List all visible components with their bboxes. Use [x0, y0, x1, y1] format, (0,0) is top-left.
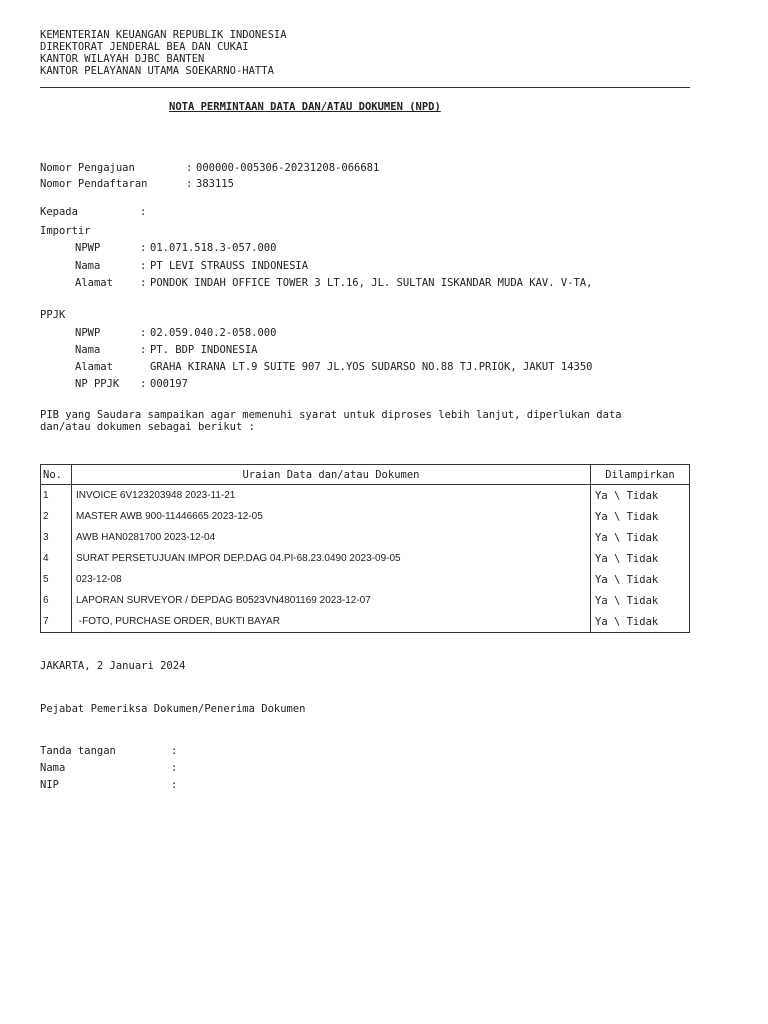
colon: :: [140, 277, 147, 289]
colon: :: [140, 260, 147, 272]
colon: :: [171, 779, 178, 791]
row-attached: Ya \ Tidak: [591, 548, 690, 569]
importir-alamat-value: PONDOK INDAH OFFICE TOWER 3 LT.16, JL. SULTAN ISKANDAR MUDA KAV. V-TA,: [150, 277, 593, 289]
ppjk-nama-label: Nama: [75, 344, 101, 356]
column-header-no: No.: [41, 465, 72, 485]
documents-table: [40, 464, 690, 633]
colon: :: [186, 178, 193, 190]
importir-alamat-label: Alamat: [75, 277, 113, 289]
ppjk-npwp-label: NPWP: [75, 327, 101, 339]
table-header-row: [41, 465, 690, 485]
row-description: -FOTO, PURCHASE ORDER, BUKTI BAYAR: [72, 611, 591, 633]
ppjk-alamat-label: Alamat: [75, 361, 113, 373]
table-row: [41, 485, 690, 507]
ppjk-np-label: NP PPJK: [75, 378, 120, 390]
signature-label: Tanda tangan: [40, 745, 116, 757]
table-row: [41, 548, 690, 569]
ppjk-npwp-value: 02.059.040.2-058.000: [150, 327, 277, 339]
importir-heading: Importir: [40, 225, 91, 237]
table-row: [41, 611, 690, 633]
service-office: KANTOR PELAYANAN UTAMA SOEKARNO-HATTA: [40, 65, 274, 77]
row-description: 023-12-08: [72, 569, 591, 590]
table-row: [41, 590, 690, 611]
row-number: 5: [41, 569, 72, 590]
signer-name-label: Nama: [40, 762, 66, 774]
row-description: LAPORAN SURVEYOR / DEPDAG B0523VN4801169 2023-12-07: [72, 590, 591, 611]
colon: :: [140, 206, 147, 218]
importir-npwp-label: NPWP: [75, 242, 101, 254]
row-number: 7: [41, 611, 72, 633]
directorate-name: DIREKTORAT JENDERAL BEA DAN CUKAI: [40, 41, 249, 53]
row-description: SURAT PERSETUJUAN IMPOR DEP.DAG 04.PI-68.23.0490 2023-09-05: [72, 548, 591, 569]
column-header-attached: Dilampirkan: [591, 465, 690, 485]
row-description: MASTER AWB 900-11446665 2023-12-05: [72, 506, 591, 527]
row-description: AWB HAN0281700 2023-12-04: [72, 527, 591, 548]
table-row: [41, 527, 690, 548]
place-date: JAKARTA, 2 Januari 2024: [40, 660, 186, 672]
colon: :: [140, 378, 147, 390]
table-row: [41, 506, 690, 527]
row-attached: Ya \ Tidak: [591, 527, 690, 548]
nomor-pengajuan-value: 000000-005306-20231208-066681: [196, 162, 380, 174]
colon: :: [171, 762, 178, 774]
document-title: NOTA PERMINTAAN DATA DAN/ATAU DOKUMEN (NPD): [169, 101, 441, 113]
row-attached: Ya \ Tidak: [591, 590, 690, 611]
row-number: 2: [41, 506, 72, 527]
ministry-name: KEMENTERIAN KEUANGAN REPUBLIK INDONESIA: [40, 29, 287, 41]
row-attached: Ya \ Tidak: [591, 611, 690, 633]
nomor-pendaftaran-value: 383115: [196, 178, 234, 190]
row-number: 6: [41, 590, 72, 611]
ppjk-alamat-value: GRAHA KIRANA LT.9 SUITE 907 JL.YOS SUDARSO NO.88 TJ.PRIOK, JAKUT 14350: [150, 361, 593, 373]
nomor-pengajuan-label: Nomor Pengajuan: [40, 162, 135, 174]
colon: :: [140, 327, 147, 339]
intro-line-2: dan/atau dokumen sebagai berikut :: [40, 421, 255, 433]
importir-nama-value: PT LEVI STRAUSS INDONESIA: [150, 260, 309, 272]
row-attached: Ya \ Tidak: [591, 485, 690, 507]
colon: :: [171, 745, 178, 757]
importir-nama-label: Nama: [75, 260, 101, 272]
ppjk-nama-value: PT. BDP INDONESIA: [150, 344, 258, 356]
ppjk-heading: PPJK: [40, 309, 66, 321]
table-row: [41, 569, 690, 590]
row-number: 1: [41, 485, 72, 507]
row-attached: Ya \ Tidak: [591, 506, 690, 527]
nomor-pendaftaran-label: Nomor Pendaftaran: [40, 178, 148, 190]
row-number: 4: [41, 548, 72, 569]
row-description: INVOICE 6V123203948 2023-11-21: [72, 485, 591, 507]
row-attached: Ya \ Tidak: [591, 569, 690, 590]
colon: :: [186, 162, 193, 174]
importir-npwp-value: 01.071.518.3-057.000: [150, 242, 277, 254]
ppjk-np-value: 000197: [150, 378, 188, 390]
colon: :: [140, 344, 147, 356]
column-header-description: Uraian Data dan/atau Dokumen: [72, 465, 591, 485]
official-title: Pejabat Pemeriksa Dokumen/Penerima Dokumen: [40, 703, 306, 715]
intro-line-1: PIB yang Saudara sampaikan agar memenuhi syarat untuk diproses lebih lanjut, diperlukan data: [40, 409, 622, 421]
row-number: 3: [41, 527, 72, 548]
regional-office: KANTOR WILAYAH DJBC BANTEN: [40, 53, 205, 65]
kepada-label: Kepada: [40, 206, 78, 218]
signer-nip-label: NIP: [40, 779, 59, 791]
header-divider: [40, 87, 690, 88]
colon: :: [140, 242, 147, 254]
